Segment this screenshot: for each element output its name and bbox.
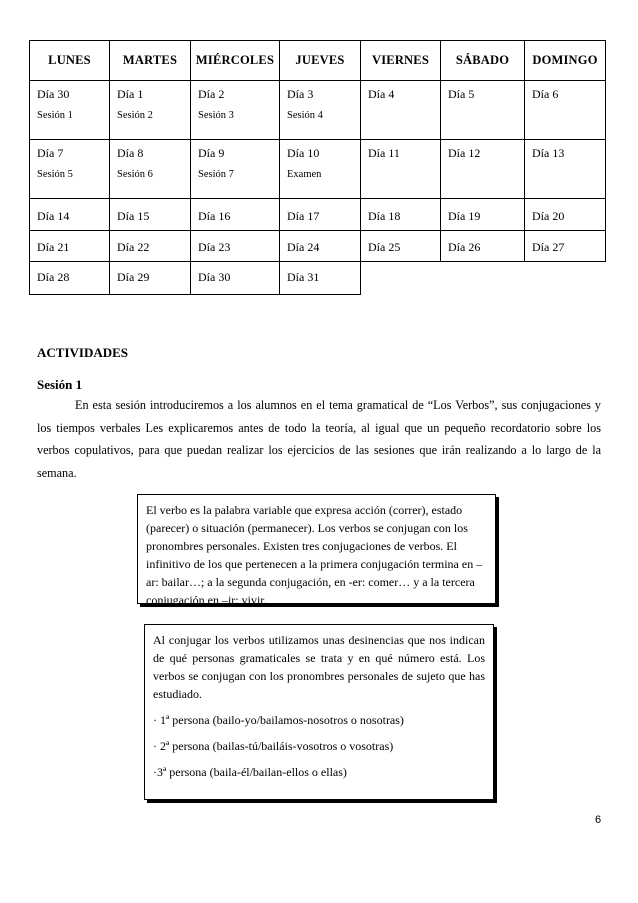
page-number: 6: [595, 814, 602, 826]
calendar-cell: [361, 199, 441, 231]
calendar-cell: [280, 140, 361, 199]
calendar-cell: [525, 231, 606, 262]
calendar-cell: [110, 199, 191, 231]
calendar-cell: [280, 262, 361, 295]
empty-cell: [441, 262, 525, 295]
day-label: Día 7: [37, 146, 64, 160]
empty-cell: [525, 262, 606, 295]
day-label: Día 23: [198, 240, 231, 254]
day-label: Día 27: [532, 240, 565, 254]
day-label: Día 28: [37, 270, 70, 284]
calendar-week-row: [30, 140, 606, 199]
day-label: Día 10: [287, 146, 320, 160]
list-item: · 1ª persona (bailo-yo/bailamos-nosotros o nosotras): [153, 713, 404, 727]
header-jueves: JUEVES: [280, 41, 361, 81]
day-label: Día 4: [368, 87, 395, 101]
session-label: Sesión 6: [117, 169, 153, 180]
day-label: Día 16: [198, 209, 231, 223]
day-label: Día 11: [368, 146, 400, 160]
calendar-cell: [191, 81, 280, 140]
calendar-cell: [361, 81, 441, 140]
conjugation-intro: Al conjugar los verbos utilizamos unas desinencias que nos indican de qué personas gramaticales se trata y en qué número está. Los verbos se conjugan con los pronombres personales de sujeto que has estudiado.: [153, 633, 485, 701]
session-paragraph: En esta sesión introduciremos a los alumnos en el tema gramatical de “Los Verbos”, sus conjugaciones y los tiempos verbales Les explicaremos antes de todo la teoría, al igual que un pequeño recordatorio sobre los verbos copulativos, para que puedan realizar los ejercicios de las sesiones que irán realizando a lo largo de la semana.: [37, 398, 601, 480]
session-heading: Sesión 1: [37, 377, 83, 392]
header-sabado: SÁBADO: [441, 41, 525, 81]
session-label: Sesión 3: [198, 110, 234, 121]
day-label: Día 6: [532, 87, 559, 101]
day-label: Día 14: [37, 209, 70, 223]
calendar-cell: [191, 231, 280, 262]
calendar-cell: [110, 140, 191, 199]
header-lunes: LUNES: [30, 41, 110, 81]
day-label: Día 13: [532, 146, 565, 160]
day-label: Día 20: [532, 209, 565, 223]
day-label: Día 30: [198, 270, 231, 284]
day-label: Día 1: [117, 87, 144, 101]
session-label: Sesión 5: [37, 169, 73, 180]
day-label: Día 9: [198, 146, 225, 160]
calendar-cell: [30, 140, 110, 199]
calendar-cell: [191, 199, 280, 231]
calendar-cell: [441, 199, 525, 231]
calendar-cell: [525, 140, 606, 199]
calendar-cell: [280, 199, 361, 231]
calendar-table: [29, 40, 606, 295]
calendar-header-row: [30, 41, 606, 81]
calendar-cell: [441, 81, 525, 140]
day-label: Día 31: [287, 270, 320, 284]
day-label: Día 12: [448, 146, 481, 160]
calendar-week-row: [30, 262, 606, 295]
day-label: Día 25: [368, 240, 401, 254]
exam-label: Examen: [287, 169, 322, 180]
header-viernes: VIERNES: [361, 41, 441, 81]
calendar-week-row: [30, 199, 606, 231]
day-label: Día 22: [117, 240, 150, 254]
day-label: Día 17: [287, 209, 320, 223]
day-label: Día 3: [287, 87, 314, 101]
empty-cell: [361, 262, 441, 295]
day-label: Día 21: [37, 240, 70, 254]
calendar-cell: [110, 231, 191, 262]
day-label: Día 18: [368, 209, 401, 223]
calendar-cell: [280, 81, 361, 140]
calendar-cell: [280, 231, 361, 262]
day-label: Día 15: [117, 209, 150, 223]
session-label: Sesión 4: [287, 110, 323, 121]
day-label: Día 24: [287, 240, 320, 254]
list-item: ·3ª persona (baila-él/bailan-ellos o ellas): [153, 765, 347, 779]
calendar-week-row: [30, 81, 606, 140]
conjugation-box: [144, 624, 494, 800]
session-label: Sesión 1: [37, 110, 73, 121]
header-domingo: DOMINGO: [525, 41, 606, 81]
calendar-cell: [30, 262, 110, 295]
calendar-week-row: [30, 231, 606, 262]
day-label: Día 5: [448, 87, 475, 101]
calendar-cell: [191, 262, 280, 295]
header-martes: MARTES: [110, 41, 191, 81]
header-miercoles: MIÉRCOLES: [191, 41, 280, 81]
activities-heading: ACTIVIDADES: [37, 345, 129, 360]
day-label: Día 2: [198, 87, 225, 101]
calendar-cell: [191, 140, 280, 199]
day-label: Día 30: [37, 87, 70, 101]
day-label: Día 26: [448, 240, 481, 254]
calendar-cell: [361, 140, 441, 199]
session-label: Sesión 7: [198, 169, 234, 180]
calendar-cell: [30, 199, 110, 231]
calendar-cell: [441, 231, 525, 262]
calendar-cell: [525, 199, 606, 231]
calendar-cell: [525, 81, 606, 140]
list-item: · 2ª persona (bailas-tú/bailáis-vosotros o vosotras): [153, 739, 394, 753]
calendar-cell: [110, 81, 191, 140]
day-label: Día 8: [117, 146, 144, 160]
verb-definition-box: El verbo es la palabra variable que expresa acción (correr), estado (parecer) o situación (permanecer). Los verbos se conjugan con los pronombres personales. Existen tres conjugaciones de verbos. El infinitivo de los que pertenecen a la primera conjugación termina en –ar: bailar…; a la segunda conjugación, en -er: comer… y a la tercera conjugación en –ir: vivir.: [137, 494, 496, 604]
calendar-cell: [361, 231, 441, 262]
calendar-cell: [30, 231, 110, 262]
calendar-cell: [110, 262, 191, 295]
session-label: Sesión 2: [117, 110, 153, 121]
calendar-cell: [441, 140, 525, 199]
day-label: Día 19: [448, 209, 481, 223]
calendar-cell: [30, 81, 110, 140]
day-label: Día 29: [117, 270, 150, 284]
